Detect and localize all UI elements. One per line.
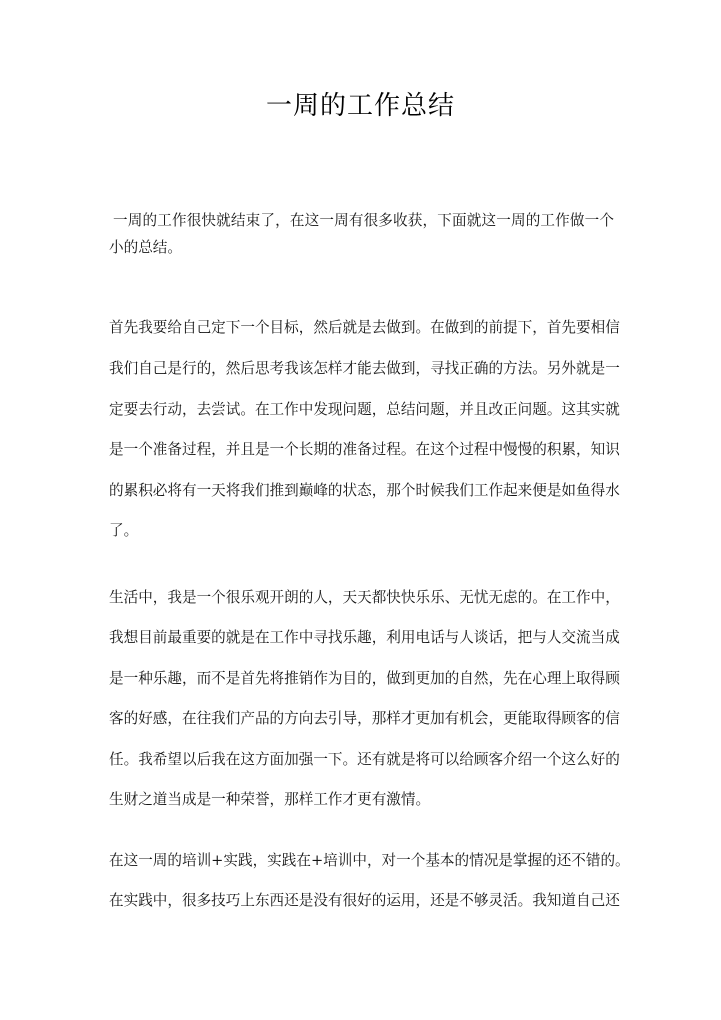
- paragraph-line: 客的好感，在往我们产品的方向去引导，那样才更加有机会，更能取得顾客的信: [109, 710, 620, 727]
- paragraph-line: 我们自己是行的，然后思考我该怎样才能去做到，寻找正确的方法。另外就是一: [109, 360, 620, 377]
- paragraph-line: 生活中，我是一个很乐观开朗的人，天天都快快乐乐、无忧无虑的。在工作中，: [109, 589, 620, 606]
- paragraph-line: 定要去行动，去尝试。在工作中发现问题，总结问题，并且改正问题。这其实就: [109, 401, 620, 418]
- paragraph-line: 的累积必将有一天将我们推到巅峰的状态，那个时候我们工作起来便是如鱼得水: [109, 482, 620, 499]
- paragraph-line: 小的总结。: [109, 239, 182, 256]
- paragraph-line: 生财之道当成是一种荣誉，那样工作才更有激情。: [109, 791, 431, 808]
- paragraph-line: 我想目前最重要的就是在工作中寻找乐趣，利用电话与人谈话，把与人交流当成: [109, 629, 620, 646]
- document-title: 一周的工作总结: [265, 91, 455, 121]
- paragraph-line: 首先我要给自己定下一个目标，然后就是去做到。在做到的前提下，首先要相信: [109, 319, 620, 336]
- paragraph-line: 是一种乐趣，而不是首先将推销作为目的，做到更加的自然，先在心理上取得顾: [109, 670, 620, 687]
- paragraph-line: 了。: [109, 522, 139, 539]
- paragraph-line: 在这一周的培训+实践，实践在+培训中，对一个基本的情况是掌握的还不错的。: [109, 852, 630, 869]
- paragraph-line: 任。我希望以后我在这方面加强一下。还有就是将可以给顾客介绍一个这么好的: [109, 751, 620, 768]
- paragraph-line: 在实践中，很多技巧上东西还是没有很好的运用，还是不够灵活。我知道自己还: [109, 892, 620, 909]
- paragraph-line: 一周的工作很快就结束了，在这一周有很多收获，下面就这一周的工作做一个: [113, 212, 614, 229]
- paragraph-line: 是一个准备过程，并且是一个长期的准备过程。在这个过程中慢慢的积累，知识: [109, 441, 620, 458]
